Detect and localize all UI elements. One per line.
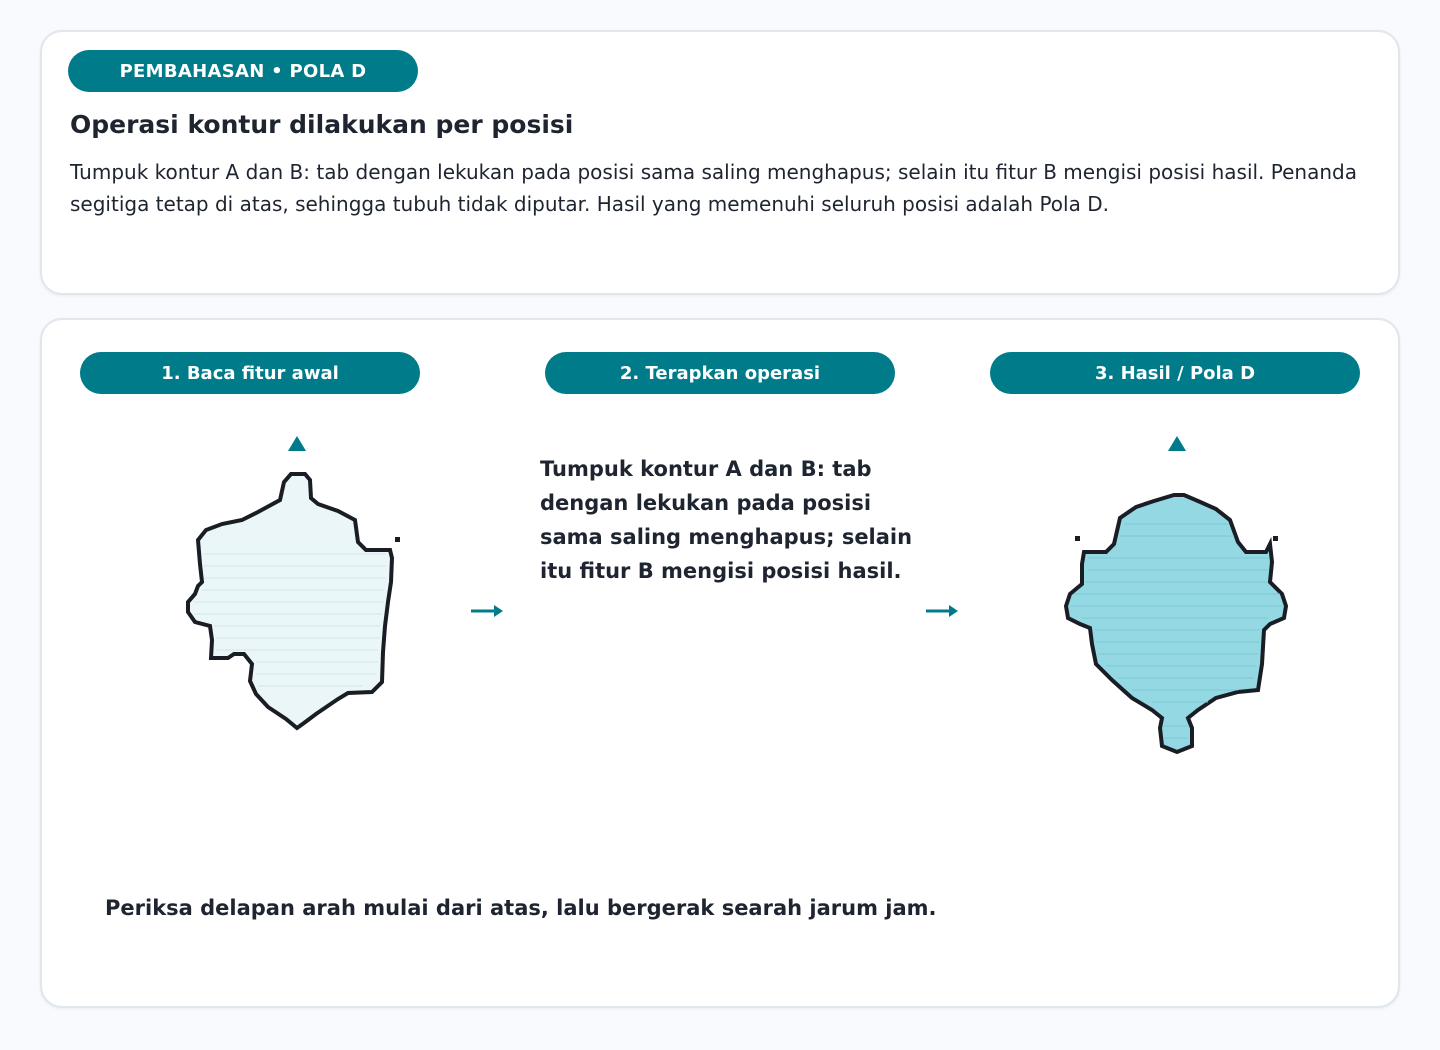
result-contour-shape [1066,495,1286,752]
page-title: Operasi kontur dilakukan per posisi [70,110,574,139]
result-tab-dot-right [1273,536,1278,541]
footer-note: Periksa delapan arah mulai dari atas, lalu bergerak searah jarum jam. [105,896,937,920]
result-contour-figure [1062,428,1332,758]
step-3-label: 3. Hasil / Pola D [990,352,1360,394]
initial-contour-shape [188,474,392,728]
result-tab-dot-left [1075,536,1080,541]
explanation-card [40,30,1400,295]
initial-tab-dot [395,537,400,542]
steps-card [40,318,1400,1008]
step-2-label: 2. Terapkan operasi [545,352,895,394]
orientation-triangle-icon [1168,436,1186,451]
section-badge: PEMBAHASAN • POLA D [68,50,418,92]
step-1-label: 1. Baca fitur awal [80,352,420,394]
operation-description: Tumpuk kontur A dan B: tab dengan lekukan pada posisi sama saling menghapus; selain itu fitur B mengisi posisi hasil. [540,457,913,583]
arrow-right-icon [924,602,960,620]
orientation-triangle-icon [288,436,306,451]
arrow-right-icon [469,602,505,620]
explanation-text: Tumpuk kontur A dan B: tab dengan lekukan pada posisi sama saling menghapus; selain itu fitur B mengisi posisi hasil. Penanda segitiga tetap di atas, sehingga tubuh tidak diputar. Hasil yang memenuhi seluruh posisi adalah Pola D. [70,160,1357,216]
initial-contour-figure [142,428,372,738]
